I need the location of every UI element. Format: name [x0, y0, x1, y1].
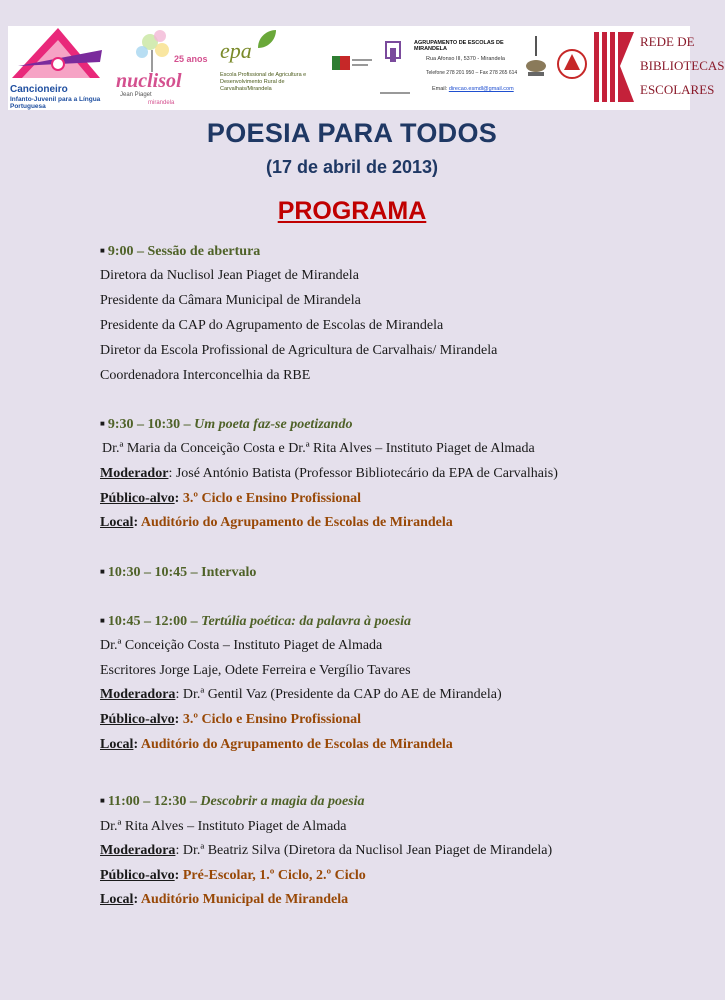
- session-4-moderator: [100, 687, 502, 703]
- session-2-speakers: Dr.ª Maria da Conceição Costa e Dr.ª Rita Alves – Instituto Piaget de Almada: [102, 441, 535, 456]
- session-4-title: Tertúlia poética: da palavra à poesia: [201, 614, 412, 629]
- location-value: Auditório do Agrupamento de Escolas de Mirandela: [140, 737, 453, 752]
- bullet-icon: ■: [100, 246, 105, 255]
- library-seal-icon: [554, 26, 590, 110]
- agrupamento-title: AGRUPAMENTO DE ESCOLAS DE MIRANDELA: [414, 40, 504, 52]
- agrupamento-email-label: Email:: [432, 86, 448, 92]
- agrupamento-phones: Telefone 278 201 950 – Fax 278 265 614: [426, 70, 518, 76]
- bullet-icon: ■: [100, 419, 105, 428]
- session-2-location: Local: Auditório do Agrupamento de Escolas de Mirandela: [100, 515, 453, 530]
- session-2-title: Um poeta faz-se poetizando: [194, 417, 353, 432]
- epa-name: epa: [220, 38, 252, 63]
- session-4-time: 10:45 – 12:00 –: [107, 614, 198, 629]
- moderator-label: Moderador: [100, 466, 169, 481]
- session-4-location: Local: Auditório do Agrupamento de Escolas de Mirandela: [100, 737, 453, 752]
- event-date: (17 de abril de 2013): [265, 157, 439, 177]
- agrupamento-logo: [412, 26, 518, 110]
- session-1-header: [100, 244, 260, 260]
- rbe-logo: [592, 26, 725, 110]
- leaf-icon: [254, 28, 278, 52]
- cancioneiro-subtitle: Infanto-Juvenil para a Língua Portuguesa: [10, 96, 101, 110]
- location-label: Local: [100, 515, 134, 530]
- library-seal-logo: [554, 26, 590, 110]
- session-5-moderator: [100, 843, 552, 859]
- session-5-time: 11:00 – 12:30 –: [107, 794, 197, 809]
- location-value: Auditório do Agrupamento de Escolas de Mirandela: [140, 515, 453, 530]
- rbe-mark-icon: [592, 30, 636, 106]
- cancioneiro-emblem-icon: [8, 26, 108, 86]
- session-1-title: Sessão de abertura: [147, 244, 261, 259]
- audience-label: Público-alvo: [100, 712, 175, 727]
- nuclisol-city: mirandela: [148, 100, 175, 106]
- session-1-line-3: Presidente da CAP do Agrupamento de Escolas de Mirandela: [100, 318, 444, 333]
- audience-value: 3.º Ciclo e Ensino Profissional: [182, 712, 362, 727]
- agrupamento-address: Rua Afonso III, 5370 - Mirandela: [426, 56, 505, 62]
- agrupamento-email-link[interactable]: direcao.esmdl@gmail.com: [448, 86, 514, 92]
- session-4-line-1: Dr.ª Conceição Costa – Instituto Piaget de Almada: [100, 638, 383, 653]
- audience-label: Público-alvo: [100, 868, 175, 883]
- session-2-moderator: [100, 466, 558, 482]
- session-4-header: [100, 614, 411, 630]
- session-5-title: Descobrir a magia da poesia: [200, 794, 365, 809]
- bullet-icon: ■: [100, 567, 105, 576]
- rbe-text: [640, 30, 725, 102]
- session-3-header: [100, 565, 256, 581]
- nuclisol-anos: 25 anos: [174, 54, 208, 64]
- session-4-line-2: Escritores Jorge Laje, Odete Ferreira e Vergílio Tavares: [100, 663, 411, 678]
- page-title: POESIA PARA TODOS: [206, 118, 498, 148]
- bullet-icon: ■: [100, 796, 105, 805]
- ministry-logo: [326, 26, 376, 110]
- session-3-title: Intervalo: [201, 565, 257, 580]
- nuclisol-name: nuclisol: [116, 70, 182, 92]
- session-1-line-1: Diretora da Nuclisol Jean Piaget de Mirandela: [100, 268, 359, 283]
- cancioneiro-logo: [8, 26, 108, 110]
- session-5-audience: Público-alvo: Pré-Escolar, 1.º Ciclo, 2.º Ciclo: [100, 868, 366, 883]
- epa-logo: [214, 26, 324, 110]
- school-emblem-logo: [376, 26, 412, 110]
- moderator-label: Moderadora: [100, 687, 176, 702]
- bullet-icon: ■: [100, 616, 105, 625]
- session-1-line-4: Diretor da Escola Profissional de Agricultura de Carvalhais/ Mirandela: [100, 343, 498, 358]
- epa-line1: Escola Profissional de Agricultura e: [220, 72, 307, 78]
- camara-mirandela-logo: [520, 26, 554, 110]
- session-5-line-1: Dr.ª Rita Alves – Instituto Piaget de Almada: [100, 819, 347, 834]
- rbe-line1: REDE DE: [640, 34, 695, 49]
- epa-line2: Desenvolvimento Rural de Carvalhais/Mirandela: [220, 79, 285, 92]
- cancioneiro-name: Cancioneiro: [10, 84, 68, 95]
- session-2-time: 9:30 – 10:30 –: [107, 417, 191, 432]
- session-1-line-5: Coordenadora Interconcelhia da RBE: [100, 368, 311, 383]
- boar-statue-icon: [520, 26, 554, 110]
- moderator-label: Moderadora: [100, 843, 176, 858]
- rbe-line3: ESCOLARES: [640, 82, 715, 97]
- session-3-time: 10:30 – 10:45 –: [107, 565, 198, 580]
- programa-heading: PROGRAMA: [277, 197, 427, 225]
- location-value: Auditório Municipal de Mirandela: [140, 892, 349, 907]
- nuclisol-logo: [112, 26, 210, 110]
- nuclisol-sub: Jean Piaget: [120, 92, 152, 98]
- session-1-time: 9:00 –: [107, 244, 145, 259]
- location-label: Local: [100, 737, 134, 752]
- portugal-flag-icon: [326, 26, 376, 110]
- audience-label: Público-alvo: [100, 491, 175, 506]
- rbe-line2: BIBLIOTECAS: [640, 58, 725, 73]
- session-4-audience: Público-alvo: 3.º Ciclo e Ensino Profissional: [100, 712, 362, 727]
- session-2-audience: Público-alvo: 3.º Ciclo e Ensino Profissional: [100, 491, 362, 506]
- session-2-header: [100, 417, 352, 433]
- moderator-value: : Dr.ª Beatriz Silva (Diretora da Nuclisol Jean Piaget de Mirandela): [175, 843, 553, 858]
- audience-value: 3.º Ciclo e Ensino Profissional: [182, 491, 362, 506]
- moderator-value: : José António Batista (Professor Bibliotecário da EPA de Carvalhais): [168, 466, 558, 481]
- school-emblem-icon: [376, 26, 412, 110]
- location-label: Local: [100, 892, 134, 907]
- partner-logos-banner: [8, 26, 725, 110]
- session-5-location: Local: Auditório Municipal de Mirandela: [100, 892, 349, 907]
- session-1-line-2: Presidente da Câmara Municipal de Mirandela: [100, 293, 361, 308]
- audience-value: Pré-Escolar, 1.º Ciclo, 2.º Ciclo: [182, 868, 366, 883]
- moderator-value: : Dr.ª Gentil Vaz (Presidente da CAP do AE de Mirandela): [175, 687, 502, 702]
- session-5-header: [100, 794, 365, 810]
